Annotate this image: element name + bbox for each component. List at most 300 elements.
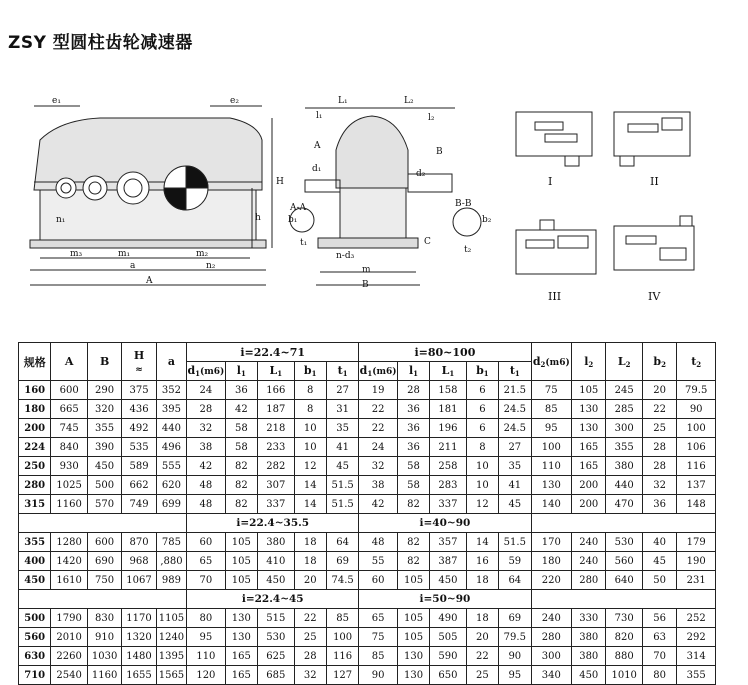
table-cell: 200 [572,476,606,495]
table-cell: 830 [87,609,121,628]
table-cell: 211 [430,438,466,457]
table-cell: 179 [677,533,716,552]
table-cell: 48 [187,495,225,514]
table-cell: 1565 [156,666,186,685]
table-cell: 165 [572,457,606,476]
col-gauge: 规格 [19,343,51,381]
table-cell: 930 [51,457,87,476]
table-row [19,419,716,438]
table-cell: 820 [606,628,642,647]
table-cell: 555 [156,457,186,476]
col-b2: $b_2$ [642,343,676,381]
side-view-drawing [290,108,481,285]
gauge-cell: 400 [19,552,51,571]
layout-label-iv: IV [648,290,661,303]
table-cell: 1030 [87,647,121,666]
gauge-cell: 500 [19,609,51,628]
table-cell: 600 [87,533,121,552]
svg-text:B: B [436,147,443,157]
table-cell: 14 [294,495,326,514]
table-cell: 665 [51,400,87,419]
table-cell: 120 [187,666,225,685]
table-cell: 100 [326,628,358,647]
table-cell: 42 [187,457,225,476]
table-cell: 589 [122,457,156,476]
table-cell: 100 [677,419,716,438]
table-cell: 10 [466,476,498,495]
table-cell: 116 [326,647,358,666]
table-cell: 181 [430,400,466,419]
table-cell: 300 [531,647,572,666]
table-cell: 105 [397,609,429,628]
table-cell: 500 [87,476,121,495]
table-cell: 699 [156,495,186,514]
svg-text:L₂: L₂ [404,96,414,106]
table-cell: 24 [187,381,225,400]
table-cell: 75 [531,381,572,400]
svg-text:a: a [130,261,136,271]
table-cell: 750 [87,571,121,590]
table-cell: 51.5 [326,495,358,514]
svg-text:h: h [255,213,261,223]
svg-text:d₁: d₁ [312,164,322,174]
table-row [19,400,716,419]
table-cell: 24.5 [499,419,531,438]
table-cell: 127 [326,666,358,685]
group2-high-ratio: i=40~90 [359,514,531,533]
col-l1-low: $l_1$ [225,362,257,381]
table-cell: 130 [397,647,429,666]
table-cell: 730 [606,609,642,628]
table-cell: 65 [187,552,225,571]
svg-text:m: m [362,265,371,275]
table-cell: 1025 [51,476,87,495]
table-cell: 450 [572,666,606,685]
table-cell: 2540 [51,666,87,685]
gauge-cell: 450 [19,571,51,590]
table-cell: 45 [326,457,358,476]
table-cell: 14 [466,533,498,552]
table-cell: 450 [258,571,294,590]
table-cell: 1395 [156,647,186,666]
table-cell: 38 [187,438,225,457]
table-cell: 233 [258,438,294,457]
group-low-ratio: i=22.4~71 [187,343,359,362]
gauge-cell: 710 [19,666,51,685]
table-cell: 187 [258,400,294,419]
table-cell: 450 [87,457,121,476]
table-cell: 140 [531,495,572,514]
layout-label-ii: II [650,175,659,188]
table-cell: 1280 [51,533,87,552]
table-cell: 64 [499,571,531,590]
table-cell: 18 [466,609,498,628]
table-cell: 82 [397,552,429,571]
table-cell: 41 [499,476,531,495]
table-cell: 90 [499,647,531,666]
table-cell: 41 [326,438,358,457]
table-cell: 28 [187,400,225,419]
table-cell: 220 [531,571,572,590]
front-view-drawing [30,106,272,285]
table-cell: 82 [397,533,429,552]
table-cell: 200 [572,495,606,514]
table-row [19,647,716,666]
svg-text:C: C [424,237,431,247]
group3-high-ratio: i=50~90 [359,590,531,609]
table-cell: 496 [156,438,186,457]
page-title: ZSY 型圆柱齿轮减速器 [8,33,193,53]
table-cell: 105 [225,552,257,571]
table-group-row-3 [19,590,716,609]
table-cell: 337 [258,495,294,514]
table-cell: 64 [326,533,358,552]
table-cell: 95 [531,419,572,438]
table-cell: 1320 [122,628,156,647]
table-cell: 95 [187,628,225,647]
table-cell: 48 [187,476,225,495]
table-cell: 45 [642,552,676,571]
table-cell: 56 [642,609,676,628]
table-cell: 105 [225,533,257,552]
table-cell: 32 [294,666,326,685]
table-cell: 20 [466,628,498,647]
table-cell: 10 [294,419,326,438]
table-cell: 530 [606,533,642,552]
table-cell: 170 [531,533,572,552]
table-cell: 82 [225,495,257,514]
table-cell: 63 [642,628,676,647]
col-b1-high: $b_1$ [466,362,498,381]
table-cell: 1160 [87,666,121,685]
col-a: a [156,343,186,381]
table-cell: 745 [51,419,87,438]
table-cell: 69 [499,609,531,628]
table-cell: 357 [430,533,466,552]
table-cell: 19 [359,381,397,400]
table-cell: 60 [187,533,225,552]
table-cell: 58 [397,476,429,495]
col-B: B [87,343,121,381]
table-cell: 22 [294,609,326,628]
gauge-cell: 180 [19,400,51,419]
table-cell: 105 [572,381,606,400]
table-cell: 80 [642,666,676,685]
group3-low-ratio: i=22.4~45 [187,590,359,609]
table-cell: 60 [359,571,397,590]
table-cell: 380 [572,647,606,666]
table-cell: 440 [606,476,642,495]
table-cell: 130 [572,419,606,438]
table-cell: 2260 [51,647,87,666]
table-cell: 40 [642,533,676,552]
table-cell: 165 [572,438,606,457]
table-cell: 1160 [51,495,87,514]
table-cell: 32 [187,419,225,438]
table-cell: ,880 [156,552,186,571]
table-cell: 570 [87,495,121,514]
svg-text:m₃: m₃ [70,249,83,259]
table-cell: 82 [397,495,429,514]
table-cell: 137 [677,476,716,495]
table-cell: 105 [225,571,257,590]
table-row [19,571,716,590]
table-cell: 55 [359,552,397,571]
table-cell: 560 [606,552,642,571]
table-cell: 690 [87,552,121,571]
table-cell: 910 [87,628,121,647]
table-cell: 148 [677,495,716,514]
table-cell: 18 [466,571,498,590]
table-cell: 6 [466,400,498,419]
table-cell: 35 [499,457,531,476]
table-group-row-2 [19,514,716,533]
table-cell: 470 [606,495,642,514]
table-row [19,457,716,476]
svg-text:e₁: e₁ [52,96,61,106]
spec-table [18,342,716,685]
table-cell: 58 [397,457,429,476]
table-cell: 36 [642,495,676,514]
svg-text:n₁: n₁ [56,215,66,225]
table-cell: 515 [258,609,294,628]
table-cell: 290 [87,381,121,400]
table-cell: 116 [677,457,716,476]
svg-text:b₁: b₁ [288,215,298,225]
table-row [19,609,716,628]
table-cell: 35 [326,419,358,438]
table-cell: 165 [225,647,257,666]
table-cell: 240 [572,533,606,552]
table-cell: 85 [326,609,358,628]
table-cell: 166 [258,381,294,400]
table-cell: 450 [430,571,466,590]
table-cell: 436 [122,400,156,419]
table-cell: 82 [225,457,257,476]
table-cell: 749 [122,495,156,514]
table-cell: 380 [572,628,606,647]
table-cell: 330 [572,609,606,628]
table-cell: 535 [122,438,156,457]
table-cell: 337 [430,495,466,514]
table-cell: 110 [531,457,572,476]
svg-text:B: B [362,280,369,290]
table-cell: 492 [122,419,156,438]
svg-text:t₁: t₁ [300,238,308,248]
table-cell: 650 [430,666,466,685]
assembly-layout-diagrams [516,112,694,274]
table-cell: 840 [51,438,87,457]
table-cell: 22 [359,419,397,438]
table-cell: 28 [642,457,676,476]
svg-text:m₂: m₂ [196,249,209,259]
table-cell: 28 [397,381,429,400]
table-cell: 440 [156,419,186,438]
table-cell: 352 [156,381,186,400]
table-cell: 100 [531,438,572,457]
gauge-cell: 224 [19,438,51,457]
table-cell: 80 [187,609,225,628]
table-cell: 25 [466,666,498,685]
table-cell: 320 [87,400,121,419]
table-cell: 18 [294,552,326,571]
table-cell: 110 [187,647,225,666]
svg-text:d₂: d₂ [416,169,426,179]
table-cell: 600 [51,381,87,400]
table-cell: 390 [87,438,121,457]
table-cell: 31 [326,400,358,419]
table-cell: 32 [642,476,676,495]
svg-text:l₁: l₁ [316,111,323,121]
table-cell: 22 [359,400,397,419]
table-cell: 280 [572,571,606,590]
table-cell: 1480 [122,647,156,666]
table-cell: 65 [359,609,397,628]
table-cell: 785 [156,533,186,552]
table-cell: 85 [531,400,572,419]
table-cell: 59 [499,552,531,571]
table-cell: 20 [294,571,326,590]
table-cell: 218 [258,419,294,438]
svg-text:n-d₃: n-d₃ [336,251,355,261]
table-cell: 27 [499,438,531,457]
table-cell: 70 [187,571,225,590]
table-cell: 640 [606,571,642,590]
svg-text:n₂: n₂ [206,261,216,271]
svg-text:b₂: b₂ [482,215,492,225]
col-L2: $L_2$ [606,343,642,381]
table-cell: 50 [642,571,676,590]
table-cell: 1067 [122,571,156,590]
col-d1-high: $d_1(m6)$ [359,362,397,381]
svg-text:A-A: A-A [290,203,307,213]
table-cell: 106 [677,438,716,457]
table-cell: 282 [258,457,294,476]
table-cell: 190 [677,552,716,571]
gauge-cell: 630 [19,647,51,666]
table-cell: 870 [122,533,156,552]
table-cell: 51.5 [499,533,531,552]
table-cell: 130 [531,476,572,495]
table-cell: 38 [359,476,397,495]
table-cell: 989 [156,571,186,590]
table-cell: 90 [677,400,716,419]
table-cell: 1655 [122,666,156,685]
table-cell: 85 [359,647,397,666]
table-cell: 25 [294,628,326,647]
table-cell: 1420 [51,552,87,571]
svg-text:l₂: l₂ [428,113,435,123]
table-cell: 130 [572,400,606,419]
table-cell: 27 [326,381,358,400]
table-cell: 58 [225,438,257,457]
table-row [19,438,716,457]
svg-text:B-B: B-B [455,199,472,209]
table-cell: 375 [122,381,156,400]
table-row [19,666,716,685]
table-cell: 387 [430,552,466,571]
table-cell: 231 [677,571,716,590]
col-t1-low: $t_1$ [326,362,358,381]
table-cell: 240 [531,609,572,628]
table-cell: 1240 [156,628,186,647]
col-L1-high: $L_1$ [430,362,466,381]
table-cell: 32 [359,457,397,476]
table-cell: 355 [606,438,642,457]
col-A: A [51,343,87,381]
table-cell: 51.5 [326,476,358,495]
table-cell: 395 [156,400,186,419]
table-cell: 36 [397,438,429,457]
table-cell: 8 [466,438,498,457]
table-cell: 90 [359,666,397,685]
table-cell: 252 [677,609,716,628]
col-l1-high: $l_1$ [397,362,429,381]
table-cell: 75 [359,628,397,647]
table-cell: 22 [642,400,676,419]
col-L1-low: $L_1$ [258,362,294,381]
table-cell: 285 [606,400,642,419]
table-cell: 240 [572,552,606,571]
table-row [19,495,716,514]
layout-label-iii: III [548,290,562,303]
table-cell: 36 [225,381,257,400]
table-cell: 590 [430,647,466,666]
table-cell: 22 [466,647,498,666]
table-cell: 82 [225,476,257,495]
table-cell: 196 [430,419,466,438]
gauge-cell: 355 [19,533,51,552]
technical-drawings [0,60,748,330]
table-cell: 69 [326,552,358,571]
gauge-cell: 315 [19,495,51,514]
table-cell: 130 [397,666,429,685]
svg-text:t₂: t₂ [464,245,472,255]
gauge-cell: 560 [19,628,51,647]
col-l2: $l_2$ [572,343,606,381]
col-t2: $t_2$ [677,343,716,381]
table-cell: 105 [397,571,429,590]
group-high-ratio: i=80~100 [359,343,531,362]
table-cell: 355 [87,419,121,438]
table-cell: 662 [122,476,156,495]
table-cell: 130 [225,628,257,647]
table-cell: 880 [606,647,642,666]
table-block-1 [19,381,716,514]
table-cell: 25 [642,419,676,438]
table-cell: 1105 [156,609,186,628]
table-cell: 380 [258,533,294,552]
table-row [19,476,716,495]
svg-text:m₁: m₁ [118,249,131,259]
table-cell: 283 [430,476,466,495]
table-cell: 130 [225,609,257,628]
table-cell: 8 [294,400,326,419]
table-cell: 70 [642,647,676,666]
col-d2: $d_2(m6)$ [531,343,572,381]
table-cell: 620 [156,476,186,495]
table-cell: 625 [258,647,294,666]
table-cell: 505 [430,628,466,647]
table-cell: 314 [677,647,716,666]
table-cell: 380 [606,457,642,476]
table-cell: 74.5 [326,571,358,590]
gauge-cell: 280 [19,476,51,495]
table-cell: 8 [294,381,326,400]
table-cell: 2010 [51,628,87,647]
table-row [19,552,716,571]
table-cell: 105 [397,628,429,647]
